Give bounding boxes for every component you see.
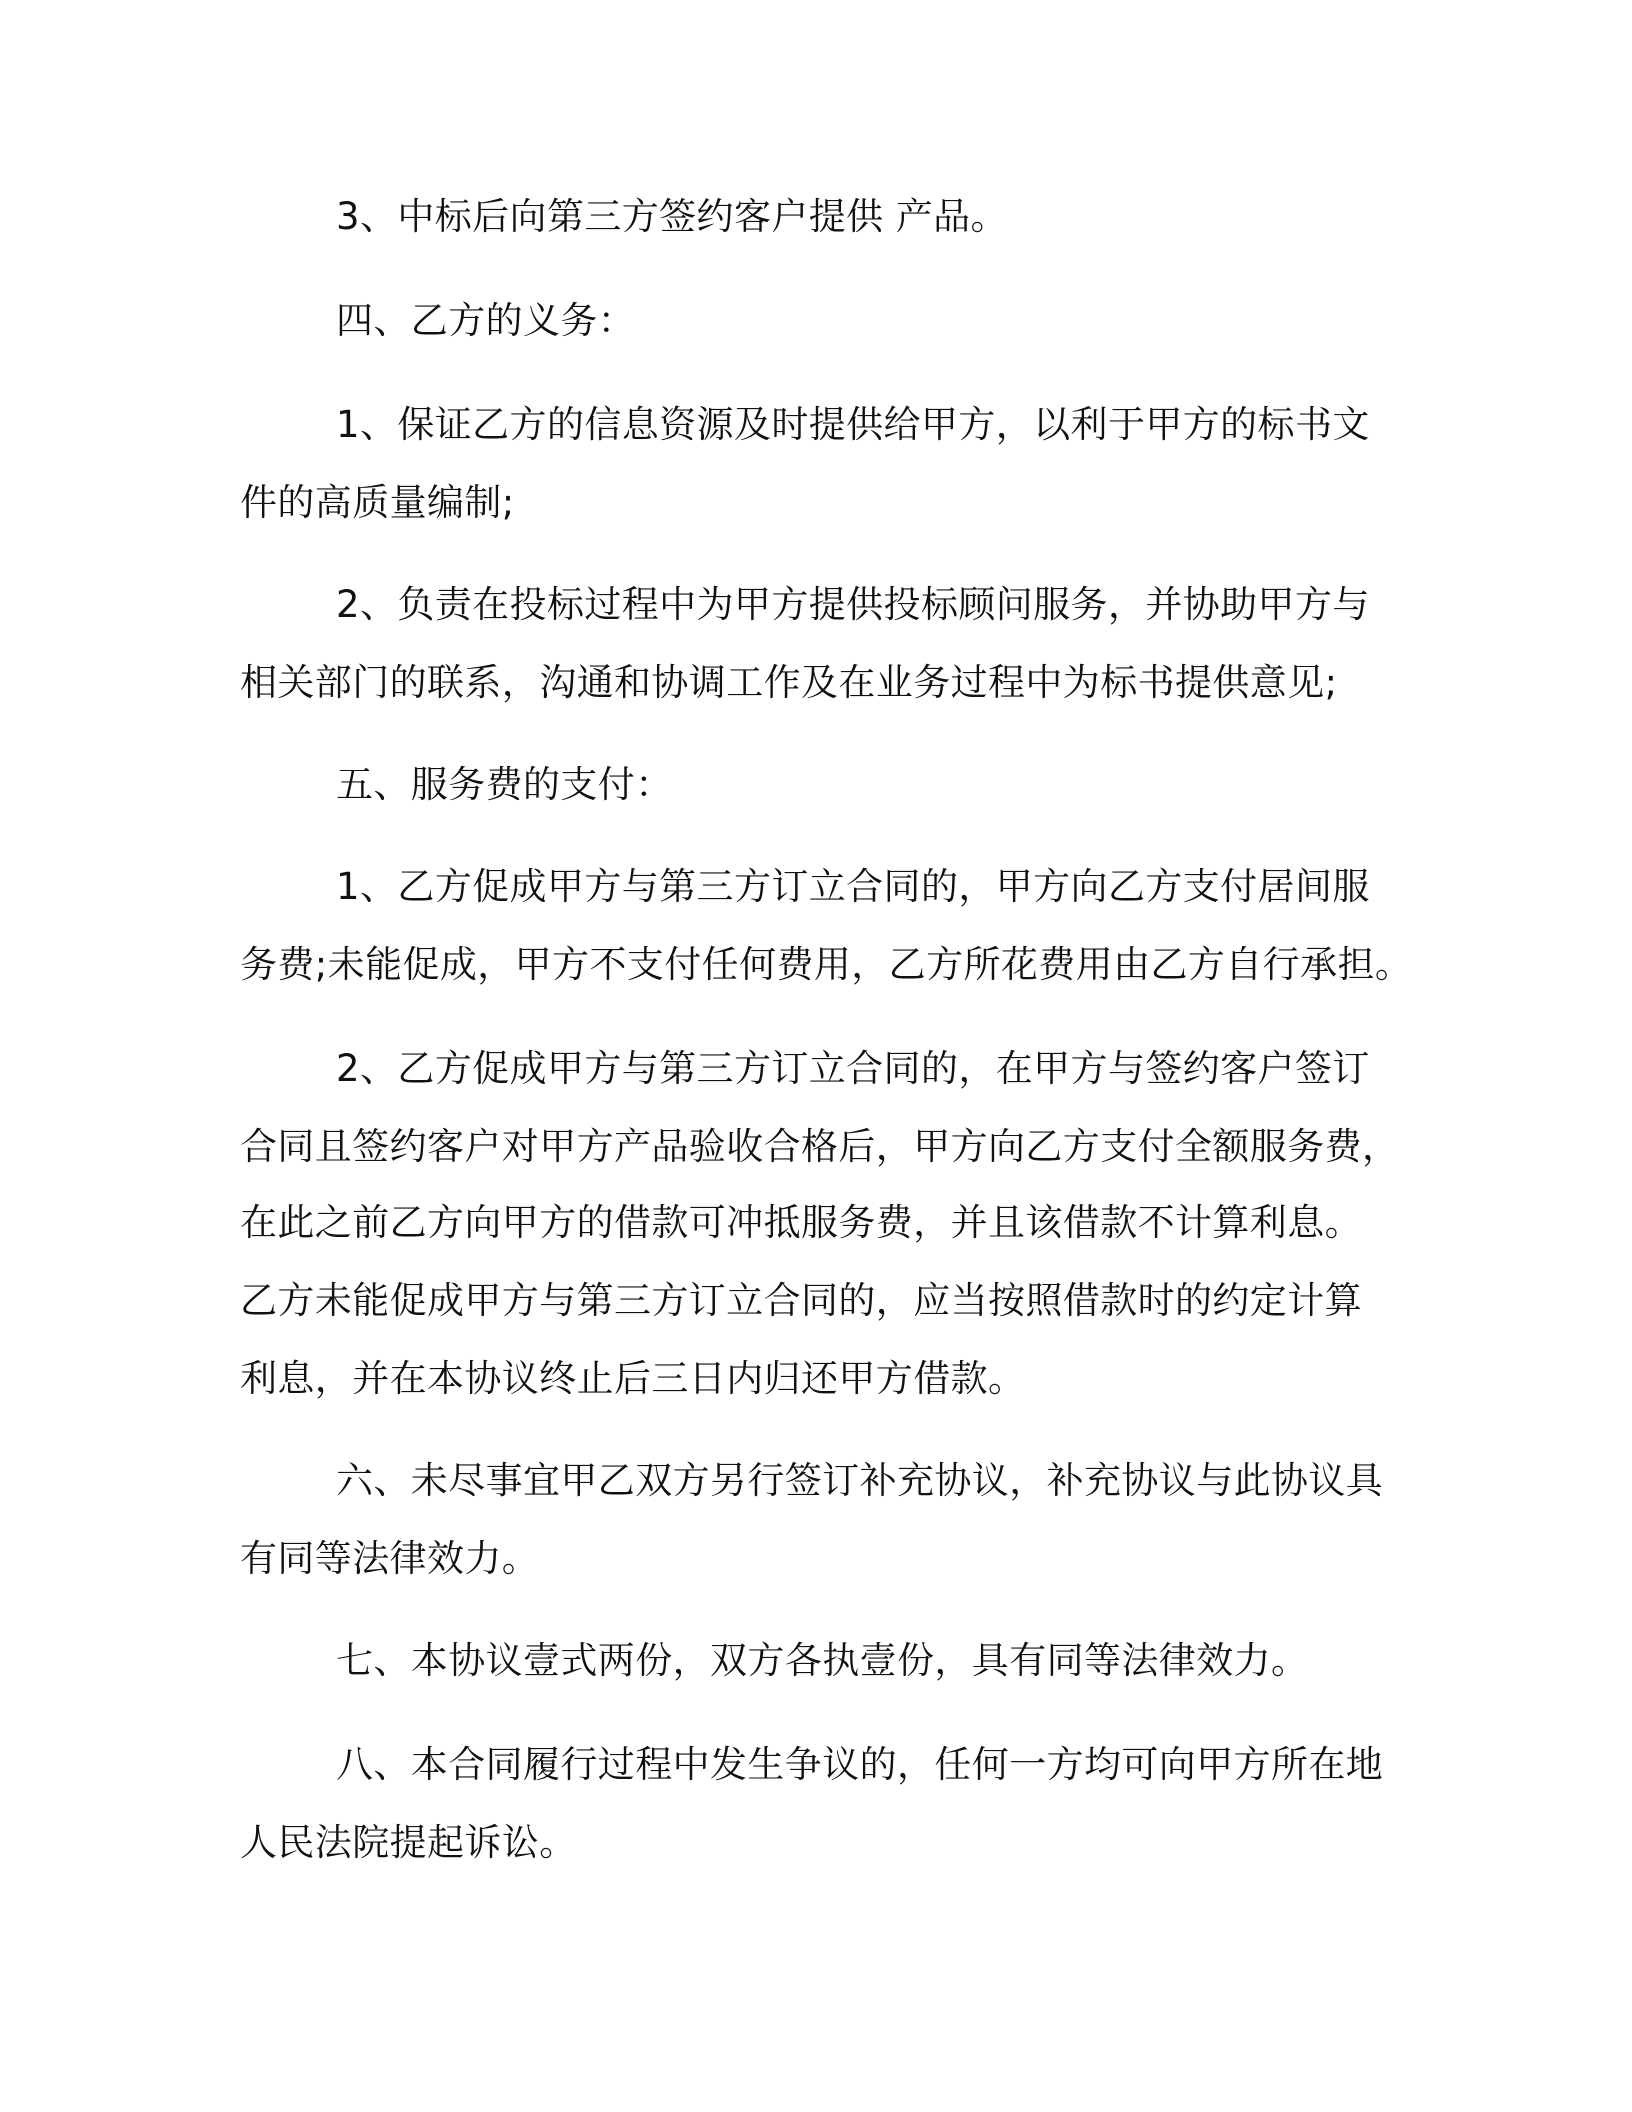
section-4-clause-1-line-2: 件的高质量编制; <box>240 481 515 524</box>
section-7-line: 七、本协议壹式两份，双方各执壹份，具有同等法律效力。 <box>336 1639 1309 1682</box>
section-4-clause-2-line-2: 相关部门的联系，沟通和协调工作及在业务过程中为标书提供意见; <box>240 661 1338 704</box>
section-5-clause-2-line-4: 乙方未能促成甲方与第三方订立合同的，应当按照借款时的约定计算 <box>240 1279 1362 1322</box>
section-5-clause-2-line-5: 利息，并在本协议终止后三日内归还甲方借款。 <box>240 1357 1026 1400</box>
section-4-heading: 四、乙方的义务： <box>336 299 636 342</box>
section-5-clause-1-line-2: 务费;未能促成，甲方不支付任何费用，乙方所花费用由乙方自行承担。 <box>240 943 1413 986</box>
section-6-line-2: 有同等法律效力。 <box>240 1537 540 1580</box>
section-6-line-1: 六、未尽事宜甲乙双方另行签订补充协议，补充协议与此协议具 <box>336 1459 1384 1502</box>
section-4-clause-1-line-1: 1、保证乙方的信息资源及时提供给甲方，以利于甲方的标书文 <box>336 403 1370 446</box>
section-8-line-2: 人民法院提起诉讼。 <box>240 1821 577 1864</box>
section-5-clause-2-line-2: 合同且签约客户对甲方产品验收合格后，甲方向乙方支付全额服务费， <box>240 1125 1400 1168</box>
section-5-heading: 五、服务费的支付： <box>336 763 673 806</box>
section-4-clause-2-line-1: 2、负责在投标过程中为甲方提供投标顾问服务，并协助甲方与 <box>336 583 1370 626</box>
section-5-clause-1-line-1: 1、乙方促成甲方与第三方订立合同的，甲方向乙方支付居间服 <box>336 865 1370 908</box>
section-8-line-1: 八、本合同履行过程中发生争议的，任何一方均可向甲方所在地 <box>336 1743 1384 1786</box>
section-5-clause-2-line-3: 在此之前乙方向甲方的借款可冲抵服务费，并且该借款不计算利息。 <box>240 1201 1362 1244</box>
section-5-clause-2-line-1: 2、乙方促成甲方与第三方订立合同的，在甲方与签约客户签订 <box>336 1047 1370 1090</box>
clause-3-product-line: 3、中标后向第三方签约客户提供 产品。 <box>336 195 1008 238</box>
